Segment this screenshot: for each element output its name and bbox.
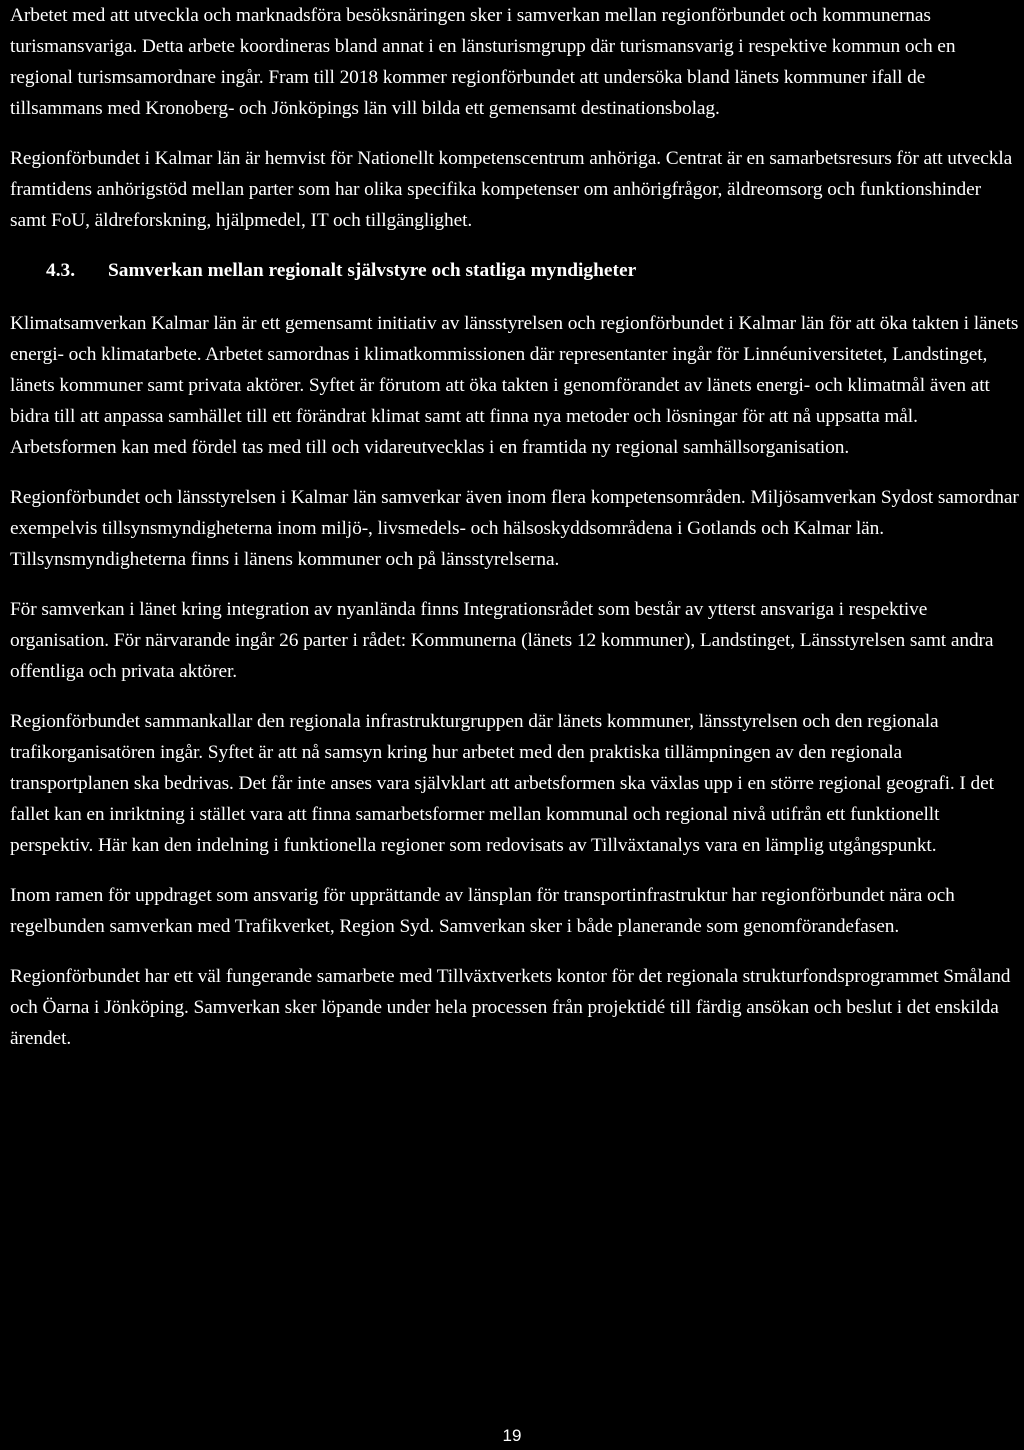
paragraph-structural-funds: Regionförbundet har ett väl fungerande samarbete med Tillväxtverkets kontor för det regionala strukturfondsprogrammet Småland och Öarna i Jönköping. Samverkan sker löpande under hela processen från projektidé till färdig ansökan och beslut i det enskilda ärendet. xyxy=(10,966,1011,1049)
paragraph-environment: Regionförbundet och länsstyrelsen i Kalmar län samverkar även inom flera kompetensområden. Miljösamverkan Sydost samordnar exempelvis tillsynsmyndigheterna inom miljö-, livsmedels- och hälsoskyddsområdena i Gotlands och Kalmar län. Tillsynsmyndigheterna finns i länens kommuner och på länsstyrelserna. xyxy=(10,487,1019,570)
section-title: Samverkan mellan regionalt självstyre och statliga myndigheter xyxy=(108,260,637,281)
paragraph-transport-plan: Inom ramen för uppdraget som ansvarig för upprättande av länsplan för transportinfrastruktur har regionförbundet nära och regelbunden samverkan med Trafikverket, Region Syd. Samverkan sker i både planerande som genomförandefasen. xyxy=(10,885,955,937)
paragraph-infrastructure: Regionförbundet sammankallar den regionala infrastrukturgruppen där länets kommuner, länsstyrelsen och den regionala trafikorganisatören ingår. Syftet är att nå samsyn kring hur arbetet med den praktiska tillämpningen av den regionala transportplanen ska bedrivas. Det får inte anses vara självklart att arbetsformen ska växlas upp i en större regional geografi. I det fallet kan en inriktning i stället vara att finna samarbetsformer mellan kommunal och regional nivå utifrån ett funktionellt perspektiv. Här kan den indelning i funktionella regioner som redovisats av Tillväxtanalys vara en lämplig utgångspunkt. xyxy=(10,711,994,856)
paragraph-competence-centre: Regionförbundet i Kalmar län är hemvist för Nationellt kompetenscentrum anhöriga. Centrat är en samarbetsresurs för att utveckla framtidens anhörigstöd mellan parter som har olika specifika kompetenser om anhörigfrågor, äldreomsorg och funktionshinder samt FoU, äldreforskning, hjälpmedel, IT och tillgänglighet. xyxy=(10,148,1013,231)
paragraph-climate: Klimatsamverkan Kalmar län är ett gemensamt initiativ av länsstyrelsen och regionförbundet i Kalmar län för att öka takten i länets energi- och klimatarbete. Arbetet samordnas i klimatkommissionen där representanter ingår för Linnéuniversitetet, Landstinget, länets kommuner samt privata aktörer. Syftet är förutom att öka takten i genomförandet av länets energi- och klimatmål även att bidra till att anpassa samhället till ett förändrat klimat samt att finna nya metoder och lösningar för att nå uppsatta mål. Arbetsformen kan med fördel tas med till och vidareutvecklas i en framtida ny regional samhällsorganisation. xyxy=(10,313,1019,458)
paragraph-integration: För samverkan i länet kring integration av nyanlända finns Integrationsrådet som består av ytterst ansvariga i respektive organisation. För närvarande ingår 26 parter i rådet: Kommunerna (länets 12 kommuner), Landstinget, Länsstyrelsen samt andra offentliga och privata aktörer. xyxy=(10,599,994,682)
page-content xyxy=(10,0,1020,1073)
paragraph-tourism: Arbetet med att utveckla och marknadsföra besöksnäringen sker i samverkan mellan regionförbundet och kommunernas turismansvariga. Detta arbete koordineras bland annat i en länsturismgrupp där turismansvarig i respektive kommun och en regional turismsamordnare ingår. Fram till 2018 kommer regionförbundet att undersöka bland länets kommuner ifall de tillsammans med Kronoberg- och Jönköpings län vill bilda ett gemensamt destinationsbolag. xyxy=(10,5,956,119)
section-heading xyxy=(46,255,1020,286)
section-number: 4.3. xyxy=(46,260,76,281)
page-number: 19 xyxy=(502,1426,522,1445)
